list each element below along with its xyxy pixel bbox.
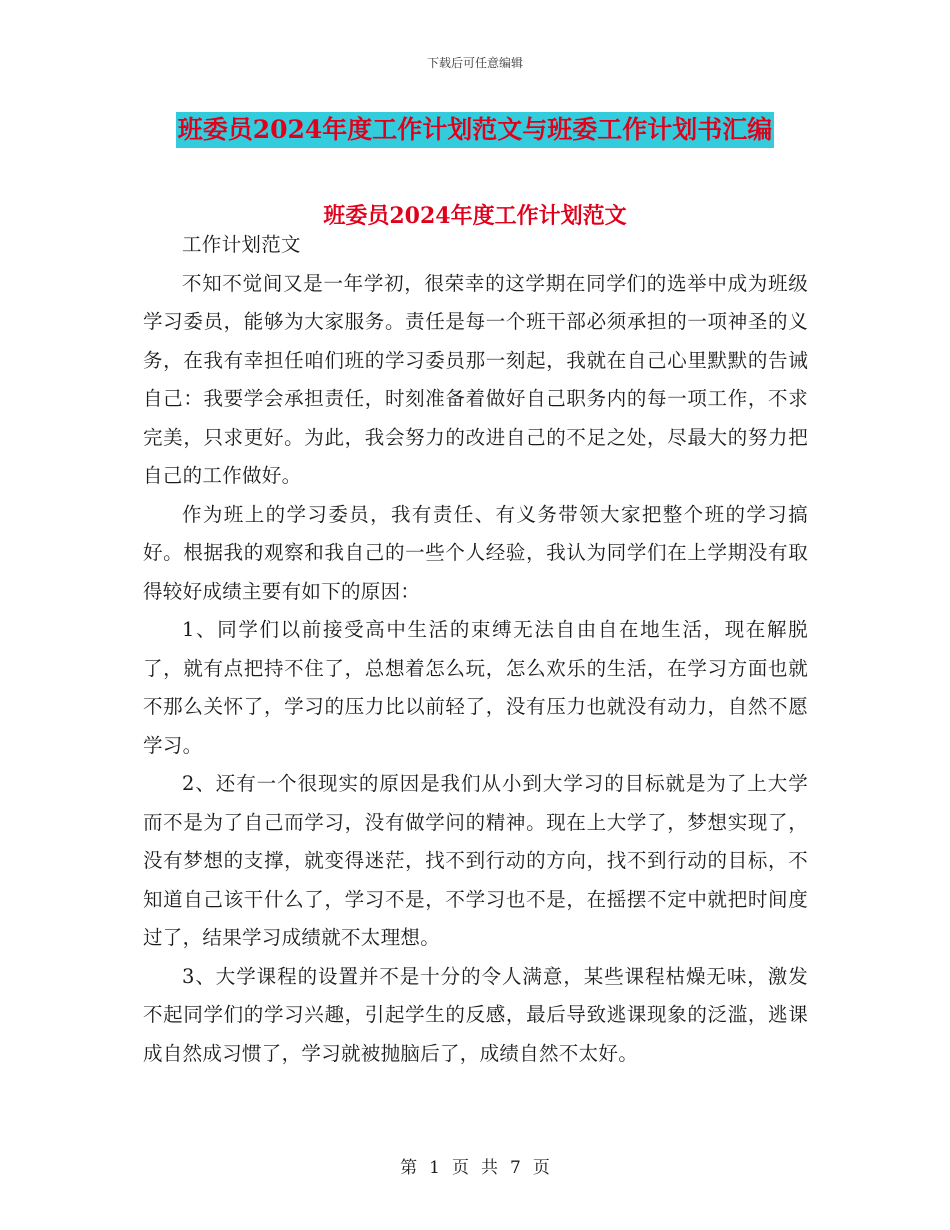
paragraph: 2、还有一个很现实的原因是我们从小到大学习的目标就是为了上大学而不是为了自己而学习，没有做学问的精神。现在上大学了，梦想实现了，没有梦想的支撑，就变得迷茫，找不到行动的方向，找不到行动的目标，不知道自己该干什么了，学习不是，不学习也不是，在摇摆不定中就把时间度过了，结果学习成绩就不太理想。 (143, 772, 808, 949)
sub-title: 班委员2024年度工作计划范文 (323, 203, 627, 229)
paragraph: 作为班上的学习委员，我有责任、有义务带领大家把整个班的学习搞好。根据我的观察和我自己的一些个人经验，我认为同学们在上学期没有取得较好成绩主要有如下的原因： (143, 502, 808, 603)
header-note: 下载后可任意编辑 (426, 56, 523, 70)
paragraph: 1、同学们以前接受高中生活的束缚无法自由自在地生活，现在解脱了，就有点把持不住了，总想着怎么玩，怎么欢乐的生活，在学习方面也就不那么关怀了，学习的压力比以前轻了，没有压力也就没有动力，自然不愿学习。 (143, 618, 808, 757)
paragraph-heading: 工作计划范文 (182, 233, 301, 256)
main-title-container (0, 112, 950, 148)
footer-prefix: 第 (400, 1158, 418, 1178)
body-text (143, 226, 808, 1073)
paragraph: 不知不觉间又是一年学初，很荣幸的这学期在同学们的选举中成为班级学习委员，能够为大家服务。责任是每一个班干部必须承担的一项神圣的义务，在我有幸担任咱们班的学习委员那一刻起，我就在自己心里默默的告诫自己：我要学会承担责任，时刻准备着做好自己职务内的每一项工作，不求完美，只求更好。为此，我会努力的改进自己的不足之处，尽最大的努力把自己的工作做好。 (143, 271, 808, 487)
footer-current-page: 1 (429, 1158, 440, 1178)
footer-page-word: 页 (452, 1158, 469, 1178)
footer-total-word: 共 (481, 1158, 498, 1178)
footer-suffix: 页 (532, 1158, 550, 1178)
paragraph: 3、大学课程的设置并不是十分的令人满意，某些课程枯燥无味，激发不起同学们的学习兴趣，引起学生的反感，最后导致逃课现象的泛滥，逃课成自然成习惯了，学习就被抛脑后了，成绩自然不太好。 (143, 964, 808, 1065)
main-title: 班委员2024年度工作计划范文与班委工作计划书汇编 (176, 112, 775, 148)
page-footer (0, 1153, 950, 1178)
footer-total-pages: 7 (510, 1158, 521, 1178)
